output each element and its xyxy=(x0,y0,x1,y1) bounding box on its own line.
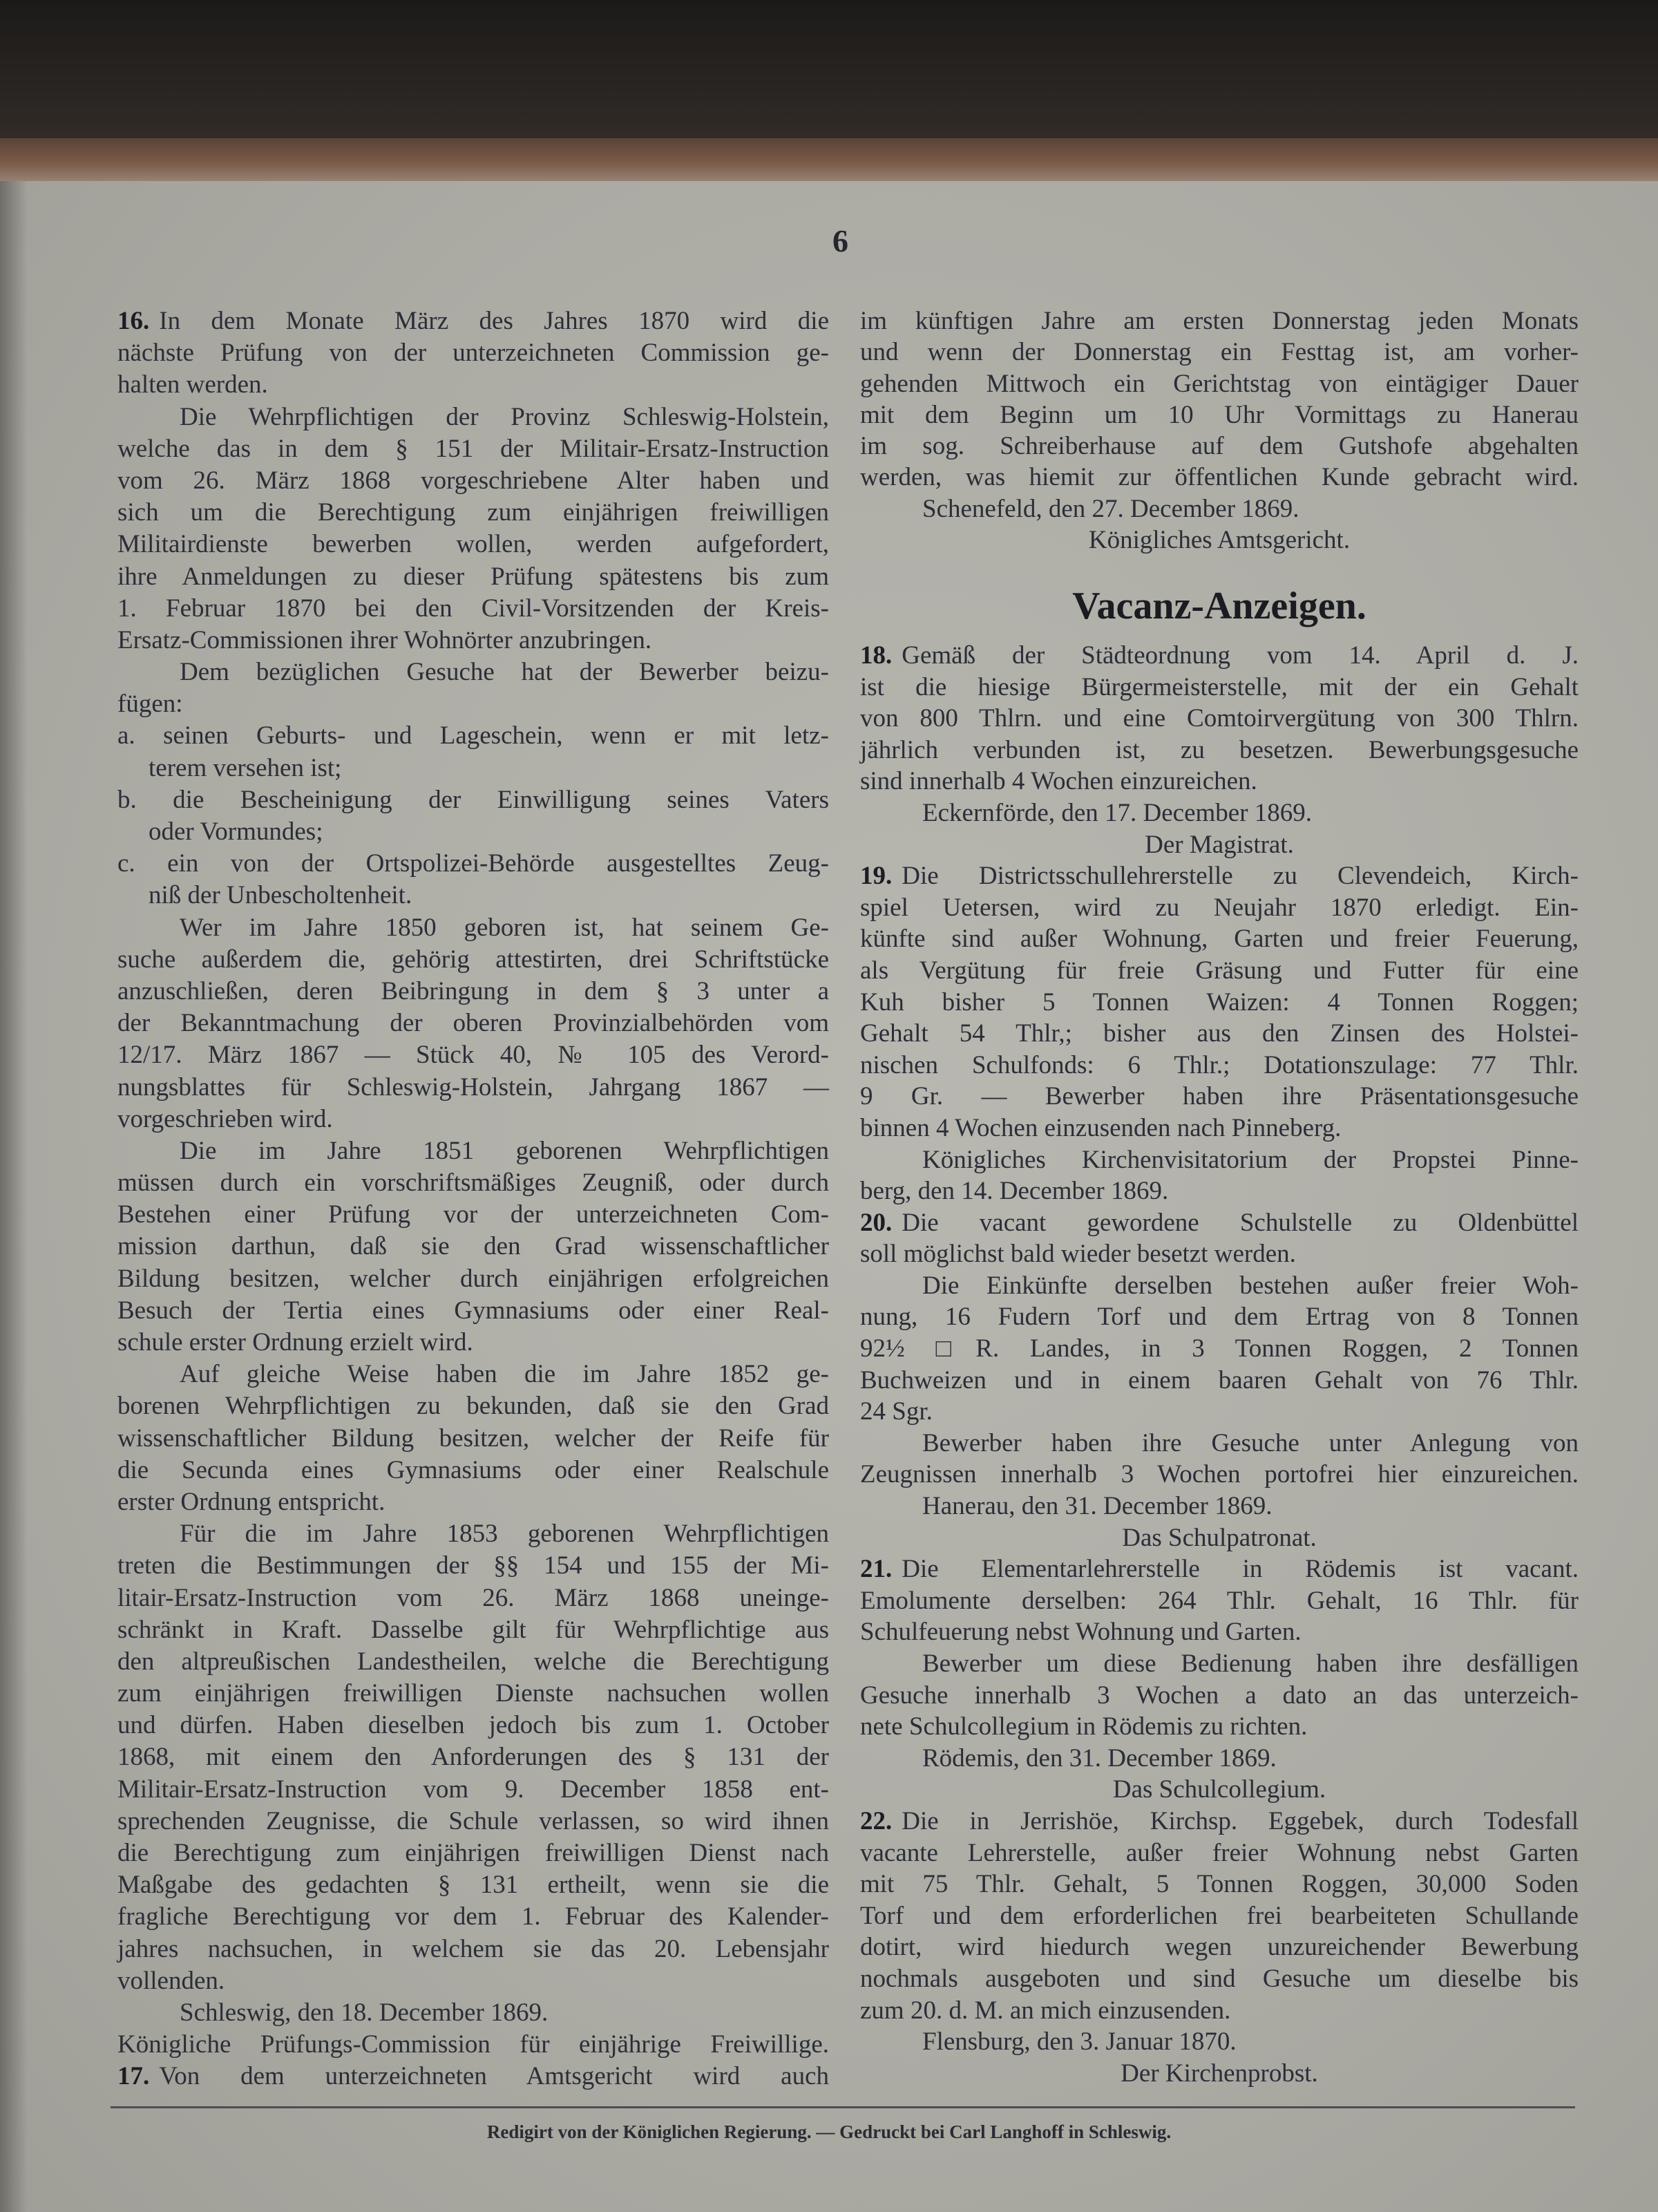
line-text: Emolumente derselben: 264 Thlr. Gehalt, 16 Thlr. für xyxy=(860,1586,1579,1615)
line-text: Ersatz-Commissionen ihrer Wohnörter anzubringen. xyxy=(117,625,652,654)
text-line xyxy=(117,1837,829,1869)
text-line xyxy=(860,923,1579,955)
line-text: Königliches Kirchenvisitatorium der Propstei Pinne- xyxy=(922,1145,1579,1174)
text-line xyxy=(117,369,829,401)
notice-number: 20. xyxy=(860,1208,893,1237)
text-line xyxy=(860,493,1579,524)
line-text: die Secunda eines Gymnasiums oder einer Realschule xyxy=(117,1455,829,1484)
text-line xyxy=(117,1359,829,1390)
line-text: Schleswig, den 18. December 1869. xyxy=(180,1998,549,2027)
line-text: die Berechtigung zum einjährigen freiwilligen Dienst nach xyxy=(117,1839,829,1867)
line-text: Militairdienste bewerben wollen, werden aufgefordert, xyxy=(117,530,829,559)
line-text: Der Magistrat. xyxy=(1145,830,1294,859)
text-line xyxy=(860,1491,1579,1522)
line-text: binnen 4 Wochen einzusenden nach Pinneberg. xyxy=(860,1113,1342,1142)
line-text: 1868, mit einem den Anforderungen des § 131 der xyxy=(117,1743,829,1772)
text-line xyxy=(117,465,829,497)
text-line xyxy=(860,305,1579,337)
line-text: schränkt in Kraft. Dasselbe gilt für Wehrpflichtige aus xyxy=(117,1615,829,1644)
line-text: künfte sind außer Wohnung, Garten und freier Feuerung, xyxy=(860,925,1579,954)
line-text: Maßgabe des gedachten § 131 ertheilt, wenn sie die xyxy=(117,1871,829,1900)
line-text: vom 26. März 1868 vorgeschriebene Alter haben und xyxy=(117,466,829,495)
text-line xyxy=(860,1396,1579,1428)
footer-divider xyxy=(111,2106,1575,2108)
text-line xyxy=(117,401,829,433)
line-text: berg, den 14. December 1869. xyxy=(860,1177,1169,1206)
text-line xyxy=(117,1614,829,1646)
line-text: 92½ □R. Landes, in 3 Tonnen Roggen, 2 Tonnen xyxy=(860,1334,1579,1363)
text-line xyxy=(117,1646,829,1678)
line-text: nächste Prüfung von der unterzeichneten Commission ge- xyxy=(117,339,829,368)
text-line xyxy=(117,1806,829,1837)
text-line xyxy=(860,2026,1579,2058)
line-text: Militair-Ersatz-Instruction vom 9. December 1858 ent- xyxy=(117,1775,829,1804)
text-line xyxy=(860,1459,1579,1491)
line-text: 9 Gr. — Bewerber haben ihre Präsentationsgesuche xyxy=(860,1082,1579,1111)
line-text: Die im Jahre 1851 geborenen Wehrpflichtigen xyxy=(180,1136,829,1165)
line-text: Das Schulpatronat. xyxy=(1122,1523,1317,1552)
text-line xyxy=(117,1008,829,1039)
notice-signature xyxy=(860,1774,1579,1806)
text-line xyxy=(117,1390,829,1422)
text-line xyxy=(117,1710,829,1741)
line-text: Wer im Jahre 1850 geboren ist, hat seinem Ge- xyxy=(180,913,829,942)
text-line xyxy=(117,625,829,656)
line-text: Schenefeld, den 27. December 1869. xyxy=(922,494,1299,523)
text-line xyxy=(860,1711,1579,1743)
text-line xyxy=(117,593,829,625)
line-text: nischen Schulfonds: 6 Thlr.; Dotationszulage: 77 Thlr. xyxy=(860,1050,1579,1079)
line-text: In dem Monate März des Jahres 1870 wird die xyxy=(159,307,829,335)
right-column-bottom xyxy=(860,640,1579,2089)
notice-number: 17. xyxy=(117,2062,150,2091)
text-line xyxy=(117,848,829,880)
line-text: 12/17. März 1867 — Stück 40, № 105 des Verord- xyxy=(117,1041,829,1070)
line-text: mit 75 Thlr. Gehalt, 5 Tonnen Roggen, 30,000 Soden xyxy=(860,1870,1579,1899)
text-line xyxy=(117,656,829,688)
text-line xyxy=(860,1238,1579,1270)
text-line xyxy=(117,1072,829,1104)
text-line xyxy=(860,1018,1579,1050)
line-text: mit dem Beginn um 10 Uhr Vormittags zu Hanerau xyxy=(860,400,1579,429)
line-text: halten werden. xyxy=(117,370,268,399)
notice-number: 22. xyxy=(860,1806,893,1835)
text-line xyxy=(117,1486,829,1518)
text-line xyxy=(860,1869,1579,1900)
text-line xyxy=(860,1050,1579,1081)
line-text: werden, was hiemit zur öffentlichen Kunde gebracht wird. xyxy=(860,463,1579,492)
line-text: zum 20. d. M. an mich einzusenden. xyxy=(860,1996,1231,2025)
line-text: sich um die Berechtigung zum einjährigen freiwilligen xyxy=(117,498,829,527)
line-text: nungsblattes für Schleswig-Holstein, Jahrgang 1867 — xyxy=(117,1072,829,1102)
line-text: vacante Lehrerstelle, außer freier Wohnung nebst Garten xyxy=(860,1838,1579,1867)
text-line xyxy=(860,1963,1579,1995)
line-text: Der Kirchenprobst. xyxy=(1121,2059,1318,2088)
line-text: litair-Ersatz-Instruction vom 26. März 1868 uneinge- xyxy=(117,1583,829,1612)
text-line xyxy=(860,955,1579,987)
text-line xyxy=(117,1678,829,1710)
line-text: schule erster Ordnung erzielt wird. xyxy=(117,1328,473,1356)
line-text: oder Vormundes; xyxy=(149,817,323,846)
notice-first-line xyxy=(860,860,1579,892)
notice-signature xyxy=(860,1522,1579,1554)
line-text: im künftigen Jahre am ersten Donnerstag jeden Monats xyxy=(860,307,1579,335)
text-line xyxy=(117,1455,829,1486)
line-text: im sog. Schreiberhause auf dem Gutshofe abgehalten xyxy=(860,432,1579,461)
page-shadow-edge xyxy=(0,181,28,2212)
text-line xyxy=(860,1585,1579,1617)
text-line xyxy=(860,1081,1579,1113)
text-line xyxy=(117,561,829,593)
notice-number: 19. xyxy=(860,862,893,891)
line-text: Hanerau, den 31. December 1869. xyxy=(922,1492,1273,1521)
text-line xyxy=(860,1301,1579,1333)
text-line xyxy=(860,672,1579,703)
line-text: von 800 Thlrn. und eine Comtoirvergütung von 300 Thlrn. xyxy=(860,704,1579,733)
text-line xyxy=(117,1869,829,1901)
line-text: suche außerdem die, gehörig attestirten, drei Schriftstücke xyxy=(117,945,829,974)
text-line xyxy=(860,1837,1579,1869)
text-line xyxy=(117,1327,829,1359)
line-text: Rödemis, den 31. December 1869. xyxy=(922,1743,1277,1773)
section-heading: Vacanz-Anzeigen. xyxy=(1072,585,1366,627)
text-line xyxy=(117,976,829,1008)
line-text: müssen durch ein vorschriftsmäßiges Zeugniß, oder durch xyxy=(117,1169,829,1198)
line-text: Dem bezüglichen Gesuche hat der Bewerber beizu- xyxy=(180,658,829,687)
line-text: anzuschließen, deren Beibringung in dem § 3 unter a xyxy=(117,976,829,1005)
line-text: Die Elementarlehrerstelle in Rödemis ist vacant. xyxy=(902,1555,1579,1584)
line-text: Flensburg, den 3. Januar 1870. xyxy=(922,2027,1237,2057)
line-text: gehenden Mittwoch ein Gerichtstag von eintägiger Dauer xyxy=(860,369,1579,398)
text-line xyxy=(117,1741,829,1773)
line-text: Die Districtsschullehrerstelle zu Clevendeich, Kirch- xyxy=(902,862,1579,891)
text-line xyxy=(117,1582,829,1614)
text-line xyxy=(117,1199,829,1231)
text-line xyxy=(860,462,1579,493)
line-text: vorgeschrieben wird. xyxy=(117,1104,333,1133)
line-text: und dürfen. Haben dieselben jedoch bis zum 1. October xyxy=(117,1711,829,1740)
line-text: Schulfeuerung nebst Wohnung und Garten. xyxy=(860,1618,1302,1647)
line-text: der Bekanntmachung der oberen Provinzialbehörden vom xyxy=(117,1009,829,1038)
line-text: ihre Anmeldungen zu dieser Prüfung spätestens bis zum xyxy=(117,562,829,591)
right-column-top xyxy=(860,305,1579,556)
text-line xyxy=(117,1039,829,1071)
notice-first-line xyxy=(117,305,829,337)
text-line xyxy=(860,1144,1579,1176)
line-text: jahres nachsuchen, in welchem sie das 20. Lebensjahr xyxy=(117,1934,829,1963)
line-text: Besuch der Tertia eines Gymnasiums oder einer Real- xyxy=(117,1296,829,1325)
line-text: Die in Jerrishöe, Kirchsp. Eggebek, durch Todesfall xyxy=(902,1806,1579,1835)
notice-first-line xyxy=(117,2061,829,2092)
line-text: 24 Sgr. xyxy=(860,1397,933,1426)
text-line xyxy=(117,1774,829,1806)
text-line xyxy=(117,1295,829,1327)
page-number: 6 xyxy=(832,223,848,258)
text-line xyxy=(860,368,1579,399)
text-line xyxy=(117,1263,829,1295)
line-text: dotirt, wird hiedurch wegen unzureichender Bewerbung xyxy=(860,1933,1579,1962)
line-text: sind innerhalb 4 Wochen einzureichen. xyxy=(860,767,1257,796)
line-text: Gesuche innerhalb 3 Wochen a dato an das unterzeich- xyxy=(860,1681,1579,1710)
text-line xyxy=(117,497,829,529)
text-line xyxy=(117,944,829,976)
text-line xyxy=(117,1104,829,1135)
notice-first-line xyxy=(860,1806,1579,1837)
line-text: Bildung besitzen, welcher durch einjährigen erfolgreichen xyxy=(117,1264,829,1293)
text-line xyxy=(117,1934,829,1965)
line-text: soll möglichst bald wieder besetzt werden. xyxy=(860,1240,1296,1269)
text-line xyxy=(860,797,1579,829)
line-text: Zeugnissen innerhalb 3 Wochen portofrei hier einzureichen. xyxy=(860,1460,1579,1489)
line-text: Das Schulcollegium. xyxy=(1112,1775,1326,1804)
notice-signature xyxy=(860,829,1579,861)
line-text: fügen: xyxy=(117,690,183,719)
line-text: fragliche Berechtigung vor dem 1. Februar des Kalender- xyxy=(117,1902,829,1931)
line-text: Königliches Amtsgericht. xyxy=(1088,526,1351,555)
text-line xyxy=(860,987,1579,1019)
text-line xyxy=(117,1965,829,1997)
text-line xyxy=(117,1550,829,1582)
text-line xyxy=(117,1997,829,2029)
notice-number: 21. xyxy=(860,1555,893,1584)
line-text: jährlich verbunden ist, zu besetzen. Bewerbungsgesuche xyxy=(860,735,1579,764)
text-line xyxy=(860,399,1579,431)
line-text: a. seinen Geburts- und Lageschein, wenn er mit letz- xyxy=(117,721,829,750)
text-line xyxy=(117,880,829,911)
text-line xyxy=(860,1616,1579,1648)
line-text: Torf und dem erforderlichen frei bearbeiteten Schullande xyxy=(860,1901,1579,1930)
line-text: Die Einkünfte derselben bestehen außer freier Woh- xyxy=(922,1271,1579,1300)
line-text: Auf gleiche Weise haben die im Jahre 1852 ge- xyxy=(180,1360,829,1389)
line-text: den altpreußischen Landestheilen, welche die Berechtigung xyxy=(117,1647,829,1676)
line-text: Von dem unterzeichneten Amtsgericht wird auch xyxy=(159,2062,829,2091)
line-text: Eckernförde, den 17. December 1869. xyxy=(922,798,1313,827)
text-line xyxy=(117,912,829,944)
text-line xyxy=(860,337,1579,368)
text-line xyxy=(117,1231,829,1263)
left-column xyxy=(117,305,829,2093)
notice-number: 18. xyxy=(860,641,893,670)
text-line xyxy=(117,720,829,752)
line-text: Bewerber um diese Bedienung haben ihre desfälligen xyxy=(922,1649,1579,1678)
line-text: vollenden. xyxy=(117,1966,225,1995)
text-line xyxy=(117,816,829,848)
line-text: treten die Bestimmungen der §§ 154 und 155 der Mi- xyxy=(117,1551,829,1580)
text-line xyxy=(860,431,1579,462)
line-text: Die vacant gewordene Schulstelle zu Oldenbüttel xyxy=(902,1208,1579,1237)
line-text: Die Wehrpflichtigen der Provinz Schleswig-Holstein, xyxy=(180,402,829,431)
text-line xyxy=(117,529,829,560)
line-text: mission darthun, daß sie den Grad wissenschaftlicher xyxy=(117,1232,829,1261)
line-text: terem versehen ist; xyxy=(149,753,342,782)
line-text: Bewerber haben ihre Gesuche unter Anlegung von xyxy=(922,1428,1579,1457)
line-text: 1. Februar 1870 bei den Civil-Vorsitzenden der Kreis- xyxy=(117,594,829,623)
line-text: borenen Wehrpflichtigen zu bekunden, daß sie den Grad xyxy=(117,1392,829,1421)
text-line xyxy=(117,337,829,369)
notice-signature xyxy=(860,524,1579,556)
line-text: erster Ordnung entspricht. xyxy=(117,1487,385,1516)
line-text: nochmals ausgeboten und sind Gesuche um dieselbe bis xyxy=(860,1964,1579,1993)
text-line xyxy=(860,1428,1579,1459)
text-line xyxy=(860,1365,1579,1397)
text-line xyxy=(117,1135,829,1167)
line-text: spiel Uetersen, wird zu Neujahr 1870 erledigt. Ein- xyxy=(860,893,1579,922)
text-line xyxy=(117,753,829,784)
notice-number: 16. xyxy=(117,307,150,335)
text-line xyxy=(860,1648,1579,1680)
text-line xyxy=(117,1167,829,1199)
text-line xyxy=(860,1743,1579,1775)
line-text: nung, 16 Fudern Torf und dem Ertrag von 8 Tonnen xyxy=(860,1303,1579,1332)
text-line xyxy=(860,1900,1579,1932)
line-text: wissenschaftlicher Bildung besitzen, welcher der Reife für xyxy=(117,1424,829,1453)
text-line xyxy=(860,1175,1579,1207)
text-line xyxy=(117,433,829,465)
line-text: ist die hiesige Bürgermeisterstelle, mit der ein Gehalt xyxy=(860,672,1579,701)
text-line xyxy=(860,1995,1579,2027)
text-line xyxy=(860,735,1579,766)
line-text: niß der Unbescholtenheit. xyxy=(149,881,412,910)
notice-signature xyxy=(860,2058,1579,2090)
line-text: sprechenden Zeugnisse, die Schule verlassen, so wird ihnen xyxy=(117,1806,829,1835)
line-text: Bestehen einer Prüfung vor der unterzeichneten Com- xyxy=(117,1200,829,1229)
text-line xyxy=(117,1423,829,1455)
book-binding-edge xyxy=(0,138,1658,187)
text-line xyxy=(860,703,1579,735)
line-text: zum einjährigen freiwilligen Dienste nachsuchen wollen xyxy=(117,1679,829,1708)
line-text: nete Schulcollegium in Rödemis zu richten. xyxy=(860,1712,1308,1741)
text-line xyxy=(860,766,1579,797)
text-line xyxy=(117,784,829,816)
line-text: und wenn der Donnerstag ein Festtag ist, am vorher- xyxy=(860,338,1579,367)
imprint-footer: Redigirt von der Königlichen Regierung. — Gedruckt bei Carl Langhoff in Schleswig. xyxy=(486,2121,1172,2142)
line-text: als Vergütung für freie Gräsung und Futter für eine xyxy=(860,956,1579,985)
line-text: Für die im Jahre 1853 geborenen Wehrpflichtigen xyxy=(180,1520,829,1549)
notice-first-line xyxy=(860,640,1579,672)
notice-first-line xyxy=(860,1207,1579,1239)
text-line xyxy=(860,1333,1579,1365)
notice-first-line xyxy=(860,1553,1579,1585)
text-line xyxy=(860,1680,1579,1712)
line-text: Königliche Prüfungs-Commission für einjährige Freiwillige. xyxy=(117,2030,829,2059)
text-line xyxy=(117,1901,829,1933)
text-line xyxy=(860,1931,1579,1963)
line-text: c. ein von der Ortspolizei-Behörde ausgestelltes Zeug- xyxy=(117,849,829,878)
line-text: welche das in dem § 151 der Militair-Ersatz-Instruction xyxy=(117,434,829,463)
line-text: Kuh bisher 5 Tonnen Waizen: 4 Tonnen Roggen; xyxy=(860,987,1579,1017)
text-line xyxy=(860,892,1579,924)
line-text: b. die Bescheinigung der Einwilligung seines Vaters xyxy=(117,785,829,814)
line-text: Gemäß der Städteordnung vom 14. April d. J. xyxy=(902,641,1579,670)
text-line xyxy=(117,2029,829,2061)
line-text: Buchweizen und in einem baaren Gehalt von 76 Thlr. xyxy=(860,1365,1579,1395)
line-text: Gehalt 54 Thlr,; bisher aus den Zinsen des Holstei- xyxy=(860,1019,1579,1048)
text-line xyxy=(860,1270,1579,1302)
text-line xyxy=(860,1113,1579,1144)
text-line xyxy=(117,1518,829,1550)
text-line xyxy=(117,688,829,720)
